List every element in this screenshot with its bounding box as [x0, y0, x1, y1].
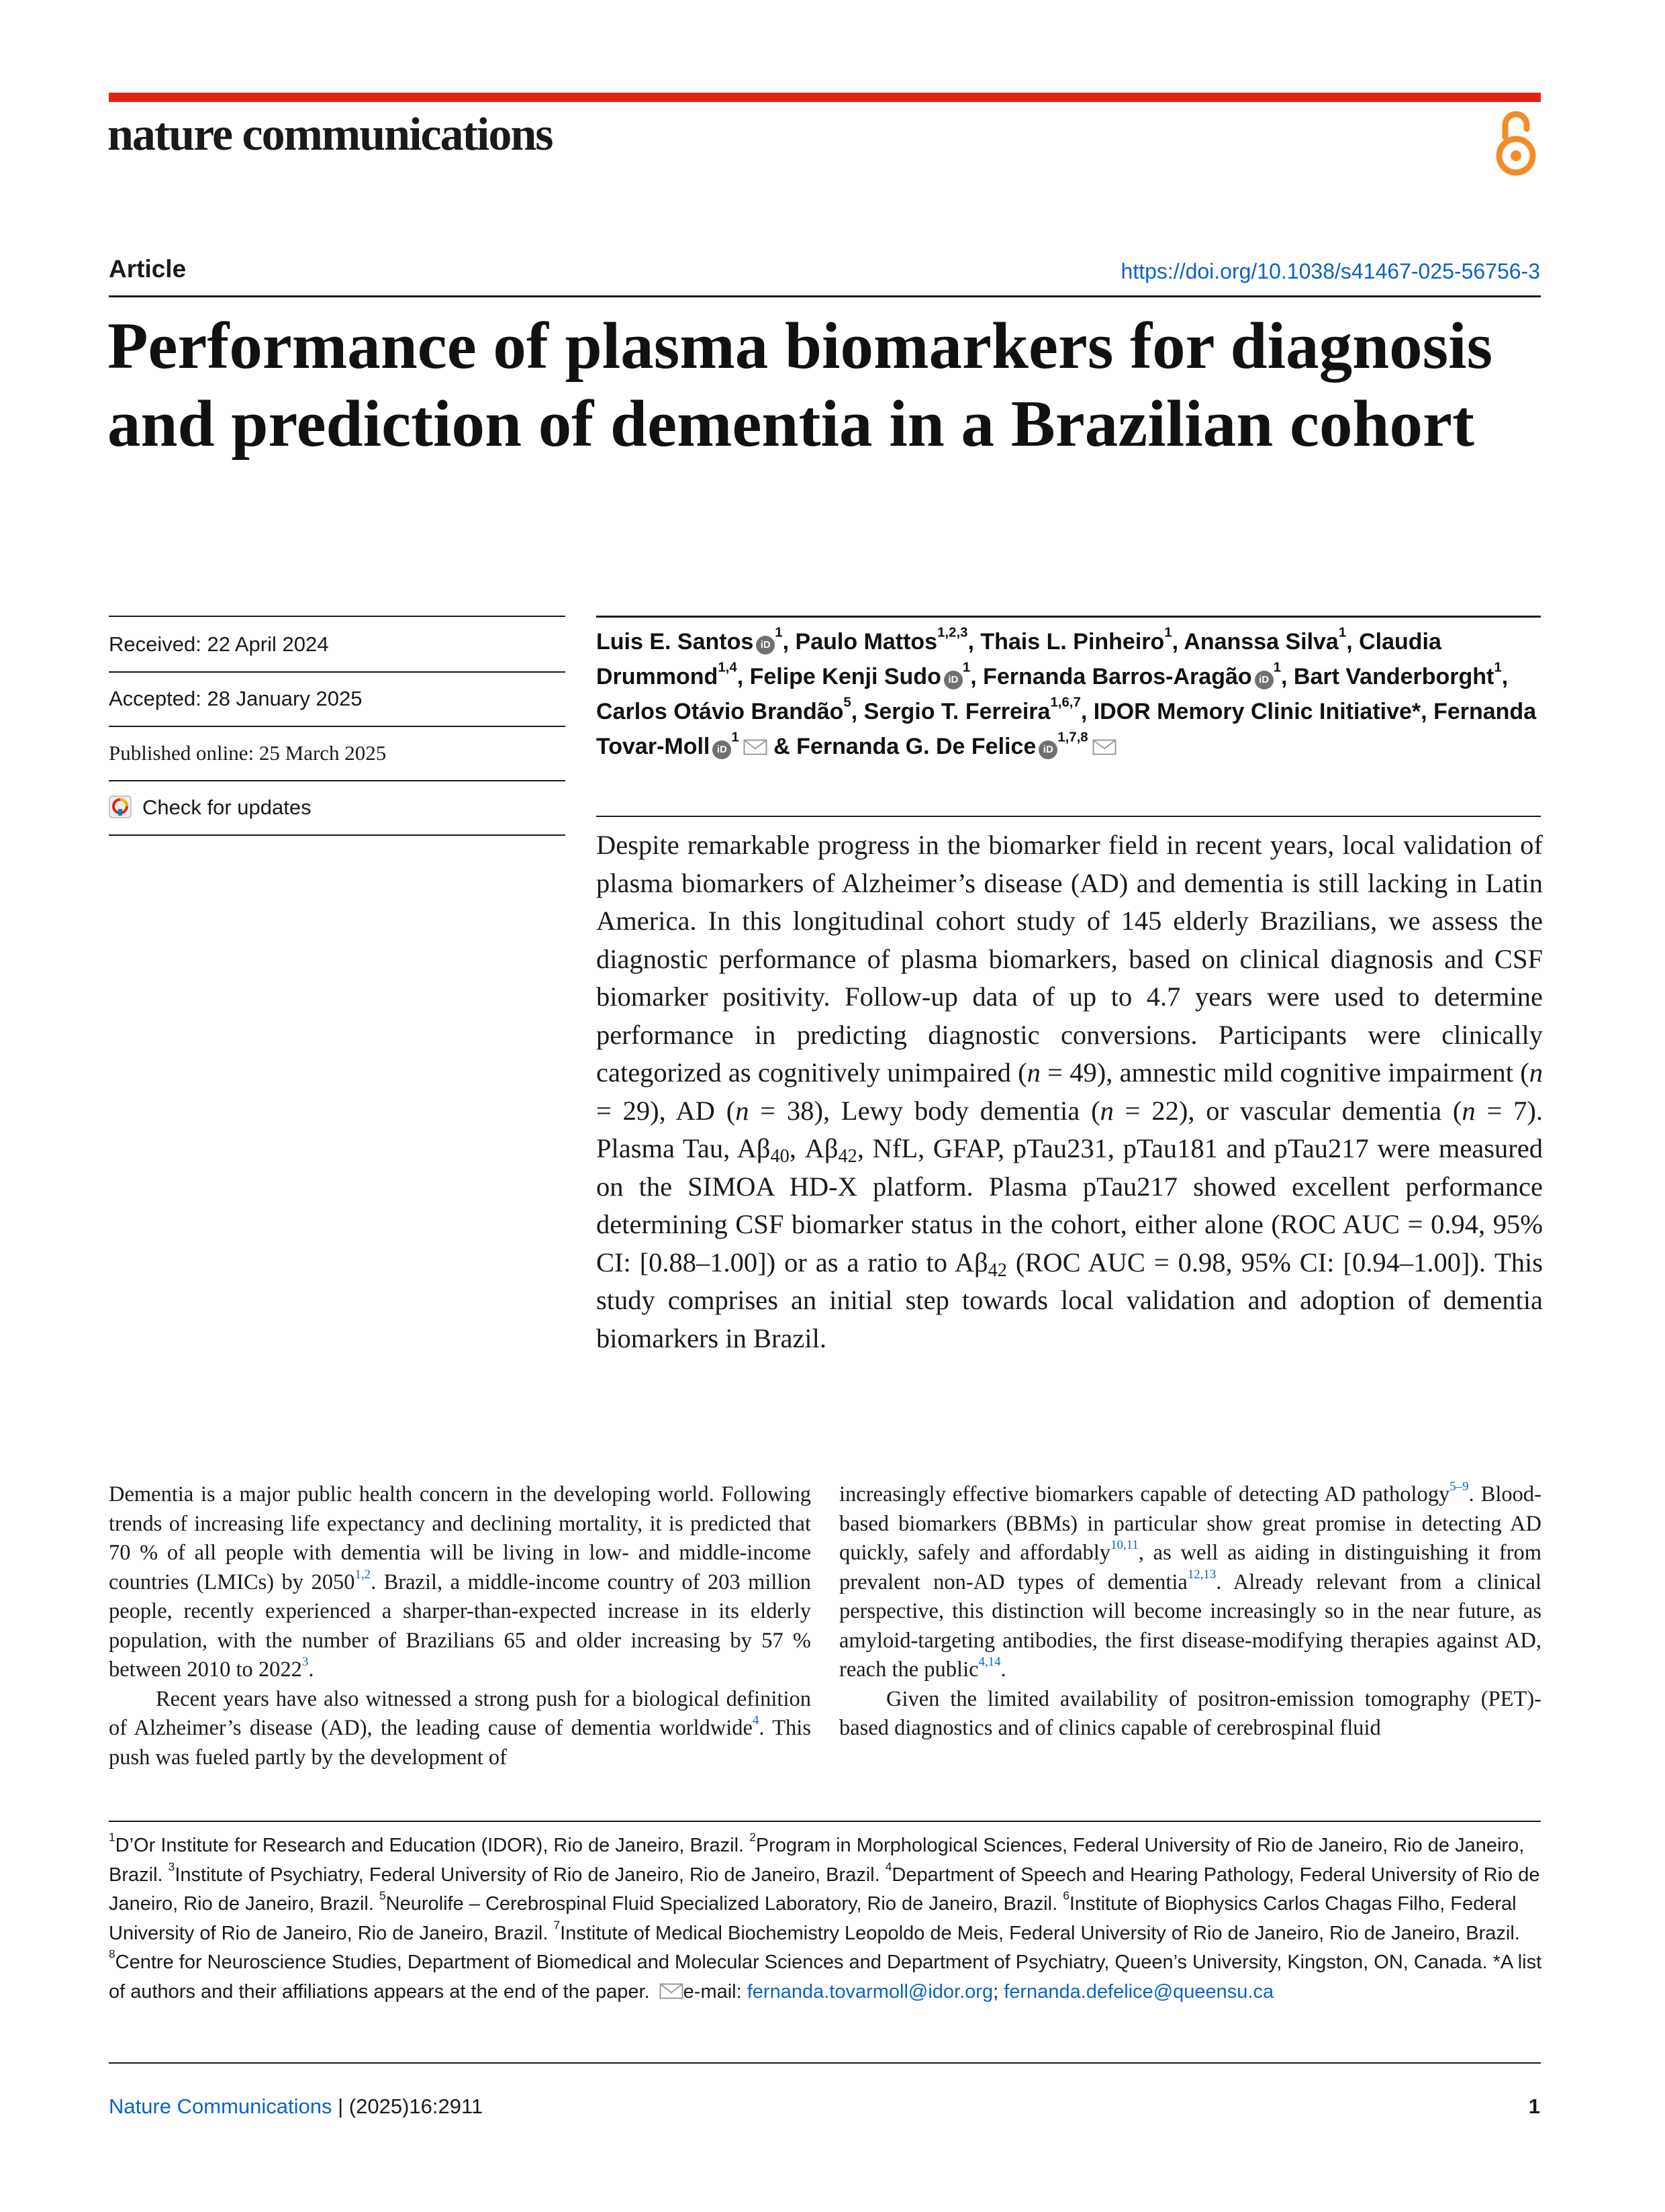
body-paragraph — [839, 1685, 1541, 1743]
abstract-text — [596, 826, 1543, 1357]
text-run: D’Or Institute for Research and Education (IDOR), Rio de Janeiro, Brazil. — [115, 1835, 750, 1856]
author[interactable] — [1094, 699, 1421, 724]
open-access-icon — [1492, 109, 1540, 179]
body-paragraph — [109, 1685, 811, 1773]
author-name[interactable]: Fernanda G. De Felice — [796, 734, 1037, 759]
orcid-icon[interactable]: iD — [1255, 671, 1274, 689]
text-run: n — [1529, 1057, 1543, 1088]
journal-accent-bar — [109, 93, 1541, 102]
text-run: 3 — [168, 1859, 175, 1873]
article-title: Performance of plasma biomarkers for diagnosis and prediction of dementia in a Brazilian cohort — [107, 309, 1493, 461]
text-run: 8 — [109, 1947, 115, 1961]
text-run: , as well as aiding in distinguishing it from prevalent non-AD types of dementia — [839, 1541, 1541, 1594]
text-run: Given the limited availability of positron-emission tomography (PET)-based diagnostics and of clinics capable of cerebrospinal fluid — [839, 1686, 1541, 1740]
text-run: , NfL, GFAP, pTau231, pTau181 and pTau217 were measured on the SIMOA HD-X platform. Plasma pTau217 showed excellent performance determining CSF biomarker status in the cohort, either alone (ROC AUC = 0.94, 95% CI: [0.88–1.00]) or as a ratio to Aβ — [596, 1133, 1543, 1278]
text-run: Institute of Biophysics Carlos Chagas Filho, Federal University of Rio de Janeiro, Rio de Janeiro, Brazil. — [109, 1893, 1517, 1944]
article-type-label: Article — [109, 255, 187, 283]
text-run: 5 — [379, 1888, 386, 1903]
email-icon[interactable] — [659, 1983, 683, 1999]
author-affiliation-ref: 1 — [962, 660, 971, 675]
email-link[interactable]: fernanda.tovarmoll@idor.org — [747, 1980, 994, 2003]
journal-name[interactable]: nature communications — [107, 109, 553, 160]
author[interactable] — [749, 660, 971, 689]
author[interactable] — [863, 695, 1081, 724]
page-number: 1 — [1528, 2095, 1540, 2118]
body-column-right — [839, 1480, 1541, 1743]
citation-ref[interactable]: 4 — [752, 1713, 759, 1727]
author-name[interactable]: Ananssa Silva — [1184, 629, 1339, 655]
citation-ref[interactable]: 3 — [301, 1654, 309, 1669]
text-run: ; — [993, 1980, 1004, 2003]
author-affiliation-ref: 1 — [731, 730, 739, 745]
footer-volume: | (2025)16:2911 — [332, 2095, 483, 2118]
text-run: = 38), Lewy body dementia ( — [749, 1095, 1100, 1126]
orcid-icon[interactable]: iD — [944, 671, 963, 689]
author[interactable] — [1184, 625, 1347, 655]
orcid-icon[interactable]: iD — [756, 636, 775, 655]
accepted-date: Accepted: 28 January 2025 — [109, 687, 363, 710]
citation-ref[interactable]: 4,14 — [978, 1654, 1001, 1669]
author[interactable] — [773, 730, 1116, 759]
text-run: 2 — [749, 1830, 756, 1844]
author-name[interactable]: Luis E. Santos — [596, 629, 754, 655]
text-run: = 49), amnestic mild cognitive impairment ( — [1040, 1057, 1529, 1088]
orcid-icon[interactable]: iD — [712, 740, 731, 759]
body-paragraph — [839, 1480, 1541, 1685]
author-name[interactable]: Felipe Kenji Sudo — [749, 664, 941, 689]
orcid-icon[interactable]: iD — [1039, 740, 1057, 759]
text-run: . Blood-based biomarkers (BBMs) in particular show great promise in detecting AD quickly, safely and affordably — [839, 1482, 1542, 1565]
text-run: n — [1100, 1095, 1114, 1126]
check-for-updates-link[interactable]: Check for updates — [142, 796, 312, 819]
text-run: . — [1000, 1657, 1006, 1682]
footer-rule — [109, 2062, 1541, 2064]
title-rule — [109, 295, 1541, 297]
text-run: Institute of Medical Biochemistry Leopoldo de Meis, Federal University of Rio de Janeiro, Rio de Janeiro, Brazil. — [560, 1922, 1520, 1944]
text-run: (ROC AUC = 0.98, 95% CI: [0.94–1.00]). This study comprises an initial step towards local validation and adoption of dementia biomarkers in Brazil. — [596, 1247, 1543, 1353]
text-run: increasingly effective biomarkers capable of detecting AD pathology — [839, 1482, 1450, 1506]
received-date: Received: 22 April 2024 — [109, 632, 329, 656]
author-name[interactable]: Bart Vanderborght — [1293, 664, 1494, 689]
author[interactable] — [596, 695, 851, 724]
author-name[interactable]: IDOR Memory Clinic Initiative* — [1093, 699, 1421, 724]
text-run: = 7). Plasma Tau, Aβ — [596, 1095, 1543, 1163]
citation-ref[interactable]: 10,11 — [1110, 1537, 1139, 1552]
author-name[interactable]: Sergio T. Ferreira — [863, 699, 1051, 724]
text-run: 1 — [109, 1830, 115, 1844]
body-paragraph — [109, 1480, 811, 1685]
abstract-rule — [596, 816, 1541, 817]
dates-rule-1 — [109, 671, 565, 673]
text-run: e-mail: — [683, 1980, 747, 2003]
author-affiliation-ref: 5 — [843, 695, 851, 710]
author-name[interactable]: Thais L. Pinheiro — [980, 629, 1165, 655]
body-column-left — [109, 1480, 811, 1772]
author[interactable] — [983, 660, 1281, 689]
footer-citation — [109, 2096, 483, 2117]
text-run: . This push was fueled partly by the development of — [109, 1716, 811, 1770]
text-run: 42 — [838, 1146, 857, 1167]
text-run: n — [1462, 1095, 1476, 1126]
affiliations-rule — [109, 1821, 1541, 1822]
doi-link[interactable]: https://doi.org/10.1038/s41467-025-56756-3 — [1121, 259, 1540, 283]
author-affiliation-ref: 1 — [1273, 660, 1281, 675]
citation-ref[interactable]: 5–9 — [1449, 1479, 1469, 1494]
dates-rule-top — [109, 616, 565, 617]
check-for-updates-icon[interactable] — [109, 796, 132, 818]
mail-icon[interactable] — [1092, 739, 1116, 755]
mail-icon[interactable] — [743, 739, 767, 755]
author-list: Luis E. Santos $iD^1$, Paulo Mattos$^{1,2,3}$, Thais L. Pinheiro$^1$, Ananssa Silva$^1$, Claudia Drummond$^{1,4}$, Felipe Kenji Sudo $iD^1$, Fernanda Barros-Aragão $iD^1$, Bart Vanderborght$^1$, Carlos Otávio Brandão$^5$, Sergio T. Ferreira$^{1,6,7}$, IDOR Memory Clinic Initiative*, Fernanda Tovar-Moll $iD^1$ & Fernanda G. De Felice iD$^{1,7,8}$ — [596, 625, 1537, 759]
author[interactable] — [980, 625, 1172, 655]
text-run: 40 — [770, 1146, 790, 1167]
author[interactable] — [1293, 660, 1502, 689]
text-run: Recent years have also witnessed a strong push for a biological definition of Alzheimer’s disease (AD), the leading cause of dementia worldwide — [109, 1686, 811, 1740]
text-run: Institute of Psychiatry, Federal University of Rio de Janeiro, Rio de Janeiro, Brazil. — [175, 1864, 886, 1886]
text-run: = 29), AD ( — [596, 1095, 736, 1126]
text-run: Dementia is a major public health concern in the developing world. Following trends of increasing life expectancy and declining mortality, it is predicted that 70 % of all people with dementia will be living in low- and middle-income countries (LMICs) by 2050 — [109, 1482, 811, 1594]
citation-ref[interactable]: 1,2 — [354, 1567, 371, 1582]
text-run: 7 — [553, 1917, 561, 1931]
text-run: Department of Speech and Hearing Pathology, Federal University of Rio de Janeiro, Rio de Janeiro, Brazil. — [109, 1864, 1540, 1915]
text-run: . Already relevant from a clinical perspective, this distinction will become increasingly so in the near future, as amyloid-targeting antibodies, the first disease-modifying therapies against AD, reach the public — [839, 1570, 1542, 1682]
author-name[interactable]: Fernanda Barros-Aragão — [983, 664, 1252, 689]
citation-ref[interactable]: 12,13 — [1187, 1567, 1217, 1582]
author-affiliation-ref: 1,2,3 — [937, 625, 968, 640]
author-name[interactable]: Claudia Drummond — [596, 629, 1441, 689]
author-affiliation-ref: 1,7,8 — [1057, 730, 1088, 745]
author-name[interactable]: Paulo Mattos — [795, 629, 938, 655]
text-run: 4 — [885, 1859, 892, 1873]
text-run: . Brazil, a middle-income country of 203 million people, recently experienced a sharper-than-expected increase in its elderly population, with the number of Brazilians 65 and older increasing by 57 % between 2010 to 2022 — [109, 1570, 811, 1682]
footer-journal-link[interactable]: Nature Communications — [109, 2095, 332, 2118]
text-run: . — [308, 1657, 314, 1682]
author-affiliation-ref: 1 — [1164, 625, 1172, 640]
dates-rule-bottom — [109, 834, 565, 836]
text-run: n — [735, 1095, 749, 1126]
published-date: Published online: 25 March 2025 — [109, 741, 387, 765]
text-run: 42 — [988, 1259, 1007, 1281]
author-conjunction: & — [773, 734, 797, 759]
authors-rule — [596, 616, 1541, 618]
text-run: Centre for Neuroscience Studies, Department of Biomedical and Molecular Sciences and Department of Psychiatry, Queen’s University, Kingston, ON, Canada. *A list of authors and their affiliations appears at the end of the paper. — [109, 1952, 1542, 2003]
email-link[interactable]: fernanda.defelice@queensu.ca — [1004, 1980, 1274, 2003]
author[interactable] — [596, 625, 783, 655]
author-name[interactable]: Fernanda Tovar-Moll — [596, 699, 1537, 759]
affiliations-text — [109, 1831, 1542, 2007]
text-run: Despite remarkable progress in the biomarker field in recent years, local validation of plasma biomarkers of Alzheimer’s disease (AD) and dementia is still lacking in Latin America. In this longitudinal cohort study of 145 elderly Brazilians, we assess the diagnostic performance of plasma biomarkers, based on clinical diagnosis and CSF biomarker positivity. Follow-up data of up to 4.7 years were used to determine performance in predicting diagnostic conversions. Participants were clinically categorized as cognitively unimpaired ( — [596, 830, 1543, 1088]
text-run: = 22), or vascular dementia ( — [1113, 1095, 1462, 1126]
author-affiliation-ref: 1 — [775, 625, 783, 640]
author-affiliation-ref: 1 — [1338, 625, 1347, 640]
text-run: , Aβ — [789, 1133, 839, 1163]
dates-rule-3 — [109, 780, 565, 781]
author-affiliation-ref: 1 — [1494, 660, 1502, 675]
text-run: 6 — [1063, 1888, 1069, 1903]
text-run: Neurolife – Cerebrospinal Fluid Specialized Laboratory, Rio de Janeiro, Brazil. — [385, 1893, 1063, 1915]
author-affiliation-ref: 1,4 — [718, 660, 737, 675]
dates-rule-2 — [109, 726, 565, 727]
text-run: Program in Morphological Sciences, Federal University of Rio de Janeiro, Rio de Janeiro, Brazil. — [109, 1835, 1525, 1886]
author[interactable] — [795, 625, 968, 655]
author-name[interactable]: Carlos Otávio Brandão — [596, 699, 844, 724]
text-run: n — [1027, 1057, 1041, 1088]
author-affiliation-ref: 1,6,7 — [1050, 695, 1081, 710]
